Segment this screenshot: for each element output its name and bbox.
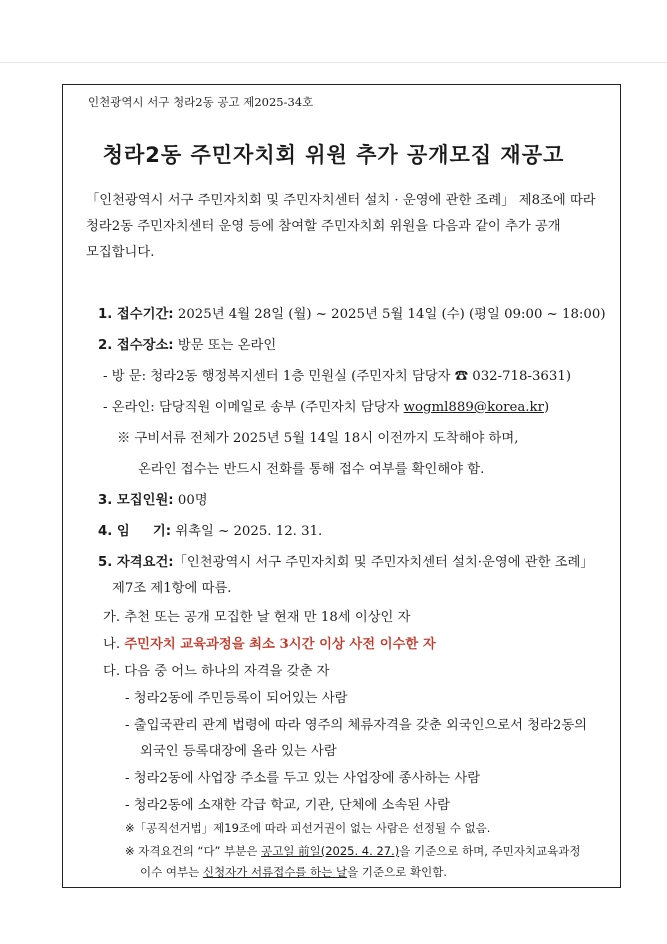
qualification-label: 5. 자격요건: (98, 555, 174, 570)
qualification-line-2: 제7조 제1항에 따름. (112, 581, 232, 596)
term-row (98, 520, 322, 539)
recruits-value: 00명 (173, 493, 208, 508)
term-value: 위촉일 ~ 2025. 12. 31. (171, 524, 323, 539)
footnote-2-text-a: ※ 자격요건의 “다” 부분은 (125, 844, 262, 858)
online-prefix: - 온라인: 담당직원 이메일로 송부 (주민자치 담당자 (103, 400, 404, 415)
footnote-3-text-a: 이수 여부는 (140, 865, 203, 879)
place-value: 방문 또는 온라인 (173, 338, 277, 353)
footnote-2-underline: 공고일 前일(2025. 4. 27.) (261, 844, 400, 858)
intro-line-3: 모집합니다. (86, 245, 155, 260)
term-label: 4. 임 기: (98, 524, 172, 539)
footnote-1: ※「공직선거법」제19조에 따라 피선거권이 없는 사람은 선정될 수 없음. (125, 821, 491, 835)
intro-line-1: 「인천광역시 서구 주민자치회 및 주민자치센터 설치 · 운영에 관한 조례」 제8조에 따라 (86, 193, 596, 208)
qualification-sub-1: - 청라2동에 주민등록이 되어있는 사람 (125, 691, 348, 706)
recruits-row (98, 489, 208, 508)
intro-line-2: 청라2동 주민자치센터 운영 등에 참여할 주민자치회 위원을 다음과 같이 추가 공개 (86, 219, 561, 234)
place-online (103, 396, 549, 415)
item-b-highlight: 주민자치 교육과정을 최소 3시간 이상 사전 이수한 자 (124, 637, 436, 652)
contact-email-link[interactable]: wogml889@korea.kr (403, 400, 544, 415)
footnote-3-text-b: 을 기준으로 확인함. (347, 865, 447, 879)
page-title: 청라2동 주민자치회 위원 추가 공개모집 재공고 (102, 143, 565, 167)
period-value: 2025년 4월 28일 (월) ~ 2025년 5월 14일 (수) (평일 09:00 ~ 18:00) (173, 307, 606, 322)
qualification-row (98, 551, 594, 570)
footnote-3 (140, 864, 447, 880)
recruits-label: 3. 모집인원: (98, 493, 174, 508)
qualification-value: 「인천광역시 서구 주민자치회 및 주민자치센터 설치·운영에 관한 조례」 (173, 555, 594, 570)
period-label: 1. 접수기간: (98, 307, 174, 322)
online-suffix: ) (543, 400, 550, 415)
place-note-2: 온라인 접수는 반드시 전화를 통해 접수 여부를 확인해야 함. (138, 462, 485, 477)
footnote-3-underline: 신청자가 서류접수를 하는 날 (202, 865, 348, 879)
qualification-item-a: 가. 추천 또는 공개 모집한 날 현재 만 18세 이상인 자 (103, 610, 411, 625)
place-label: 2. 접수장소: (98, 338, 174, 353)
period-row (98, 303, 606, 322)
footnote-2 (125, 843, 580, 859)
item-b-marker: 나. (103, 637, 125, 652)
place-visit: - 방 문: 청라2동 행정복지센터 1층 민원실 (주민자치 담당자 ☎ 032-718-3631) (103, 369, 572, 384)
qualification-sub-4: - 청라2동에 소재한 각급 학교, 기관, 단체에 소속된 사람 (125, 798, 450, 813)
qualification-item-b (103, 633, 436, 652)
qualification-sub-3: - 청라2동에 사업장 주소를 두고 있는 사업장에 종사하는 사람 (125, 771, 481, 786)
page-top-divider (0, 62, 667, 63)
place-row (98, 334, 276, 353)
notice-number: 인천광역시 서구 청라2동 공고 제2025-34호 (88, 95, 314, 109)
qualification-sub-2-line-1: - 출입국관리 관계 법령에 따라 영주의 체류자격을 갖춘 외국인으로서 청라2동의 (125, 718, 588, 733)
qualification-item-c: 다. 다음 중 어느 하나의 자격을 갖춘 자 (103, 664, 330, 679)
footnote-2-text-b: 을 기준으로 하며, 주민자치교육과정 (399, 844, 581, 858)
place-note-1: ※ 구비서류 전체가 2025년 5월 14일 18시 이전까지 도착해야 하며, (117, 431, 519, 446)
qualification-sub-2-line-2: 외국인 등록대장에 올라 있는 사람 (140, 744, 337, 759)
